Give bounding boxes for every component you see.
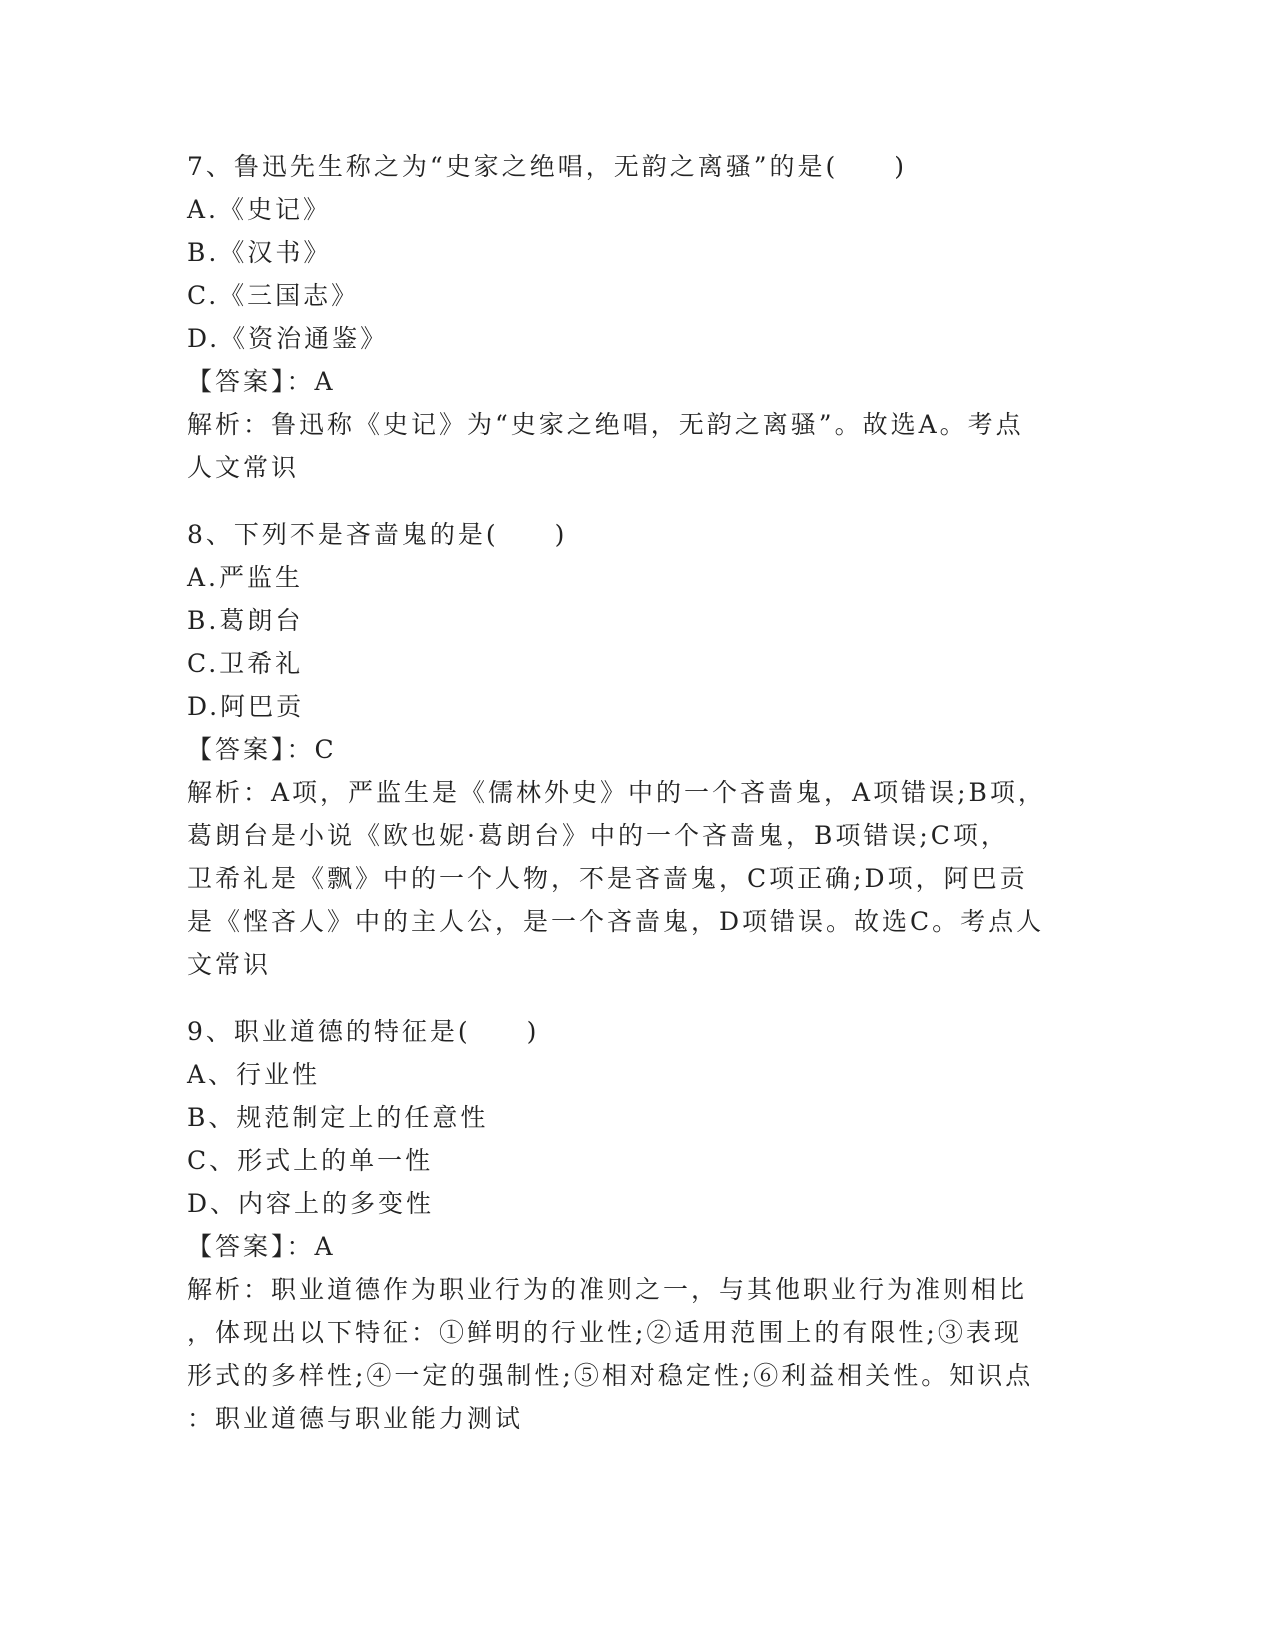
option-a: A.《史记》 — [187, 195, 332, 224]
option-b: B.《汉书》 — [187, 238, 332, 267]
analysis-line: ：职业道德与职业能力测试 — [187, 1404, 524, 1433]
analysis-line: 文常识 — [187, 950, 272, 979]
answer: 【答案】：C — [187, 735, 337, 764]
answer: 【答案】：A — [187, 1232, 336, 1261]
option-a: A、行业性 — [187, 1060, 321, 1089]
question-spacer — [187, 489, 1087, 513]
option-b: B、规范制定上的任意性 — [187, 1103, 489, 1132]
question-spacer — [187, 986, 1087, 1010]
analysis-line: 是《悭吝人》中的主人公，是一个吝啬鬼，D项错误。故选C。考点人 — [187, 907, 1045, 936]
question-list — [187, 145, 1087, 1440]
question-stem: 8、下列不是吝啬鬼的是( ) — [187, 520, 568, 549]
option-c: C.卫希礼 — [187, 649, 304, 678]
option-d: D、内容上的多变性 — [187, 1189, 435, 1218]
option-b: B.葛朗台 — [187, 606, 304, 635]
analysis-line: 形式的多样性;④一定的强制性;⑤相对稳定性;⑥利益相关性。知识点 — [187, 1361, 1034, 1390]
question-7 — [187, 145, 1087, 489]
question-8 — [187, 513, 1087, 986]
option-c: C、形式上的单一性 — [187, 1146, 434, 1175]
option-a: A.严监生 — [187, 563, 304, 592]
question-stem: 7、鲁迅先生称之为“史家之绝唱，无韵之离骚”的是( ) — [187, 152, 907, 181]
question-9 — [187, 1010, 1087, 1440]
option-d: D.阿巴贡 — [187, 692, 305, 721]
analysis-line: 卫希礼是《飘》中的一个人物，不是吝啬鬼，C项正确;D项，阿巴贡 — [187, 864, 1028, 893]
answer: 【答案】：A — [187, 367, 336, 396]
question-stem: 9、职业道德的特征是( ) — [187, 1017, 540, 1046]
analysis-line: 葛朗台是小说《欧也妮·葛朗台》中的一个吝啬鬼，B项错误;C项， — [187, 821, 1009, 850]
analysis-line: 人文常识 — [187, 453, 300, 482]
option-c: C.《三国志》 — [187, 281, 360, 310]
analysis-line: 解析：A项，严监生是《儒林外史》中的一个吝啬鬼，A项错误;B项， — [187, 778, 1046, 807]
analysis-line: ，体现出以下特征：①鲜明的行业性;②适用范围上的有限性;③表现 — [187, 1318, 1022, 1347]
option-d: D.《资治通鉴》 — [187, 324, 389, 353]
analysis-line: 解析：鲁迅称《史记》为“史家之绝唱，无韵之离骚”。故选A。考点 — [187, 410, 1024, 439]
analysis-line: 解析：职业道德作为职业行为的准则之一，与其他职业行为准则相比 — [187, 1275, 1028, 1304]
